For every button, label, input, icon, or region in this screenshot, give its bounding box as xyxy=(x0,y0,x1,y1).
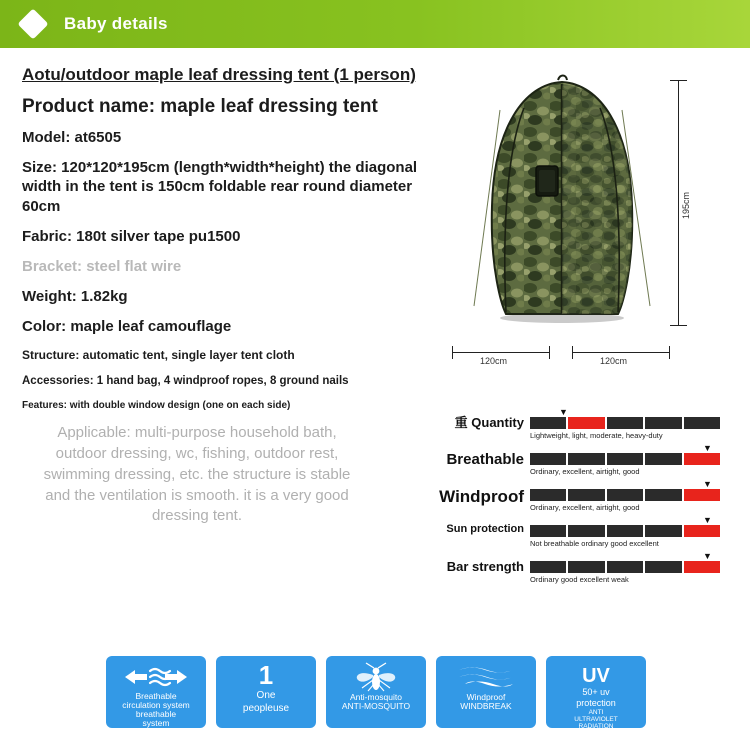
feature-breathable xyxy=(106,656,206,728)
spec-fabric: Fabric: 180t silver tape pu1500 xyxy=(22,227,241,245)
uv-protection-icon: UV xyxy=(582,665,610,687)
rating-label: Bar strength xyxy=(446,559,524,574)
rating-segment xyxy=(684,489,720,501)
rating-bar xyxy=(530,525,720,537)
rating-scale-caption: Ordinary, excellent, airtight, good xyxy=(530,503,640,512)
height-dimension-label: 195cm xyxy=(681,192,691,220)
width-guide-left-cap2 xyxy=(549,346,550,359)
rating-segment xyxy=(684,417,720,429)
rating-label: Windproof xyxy=(439,487,524,506)
feature-windproof-line2: WINDBREAK xyxy=(460,700,512,711)
rating-row xyxy=(420,443,720,482)
rating-segment xyxy=(607,453,643,465)
feature-breathable-line4: system xyxy=(142,718,170,729)
rating-label: Sun protection xyxy=(446,523,524,535)
rating-segment xyxy=(684,525,720,537)
rating-segment xyxy=(607,489,643,501)
rating-row xyxy=(420,515,720,554)
rating-bar xyxy=(530,561,720,573)
spec-product-name: Product name: maple leaf dressing tent xyxy=(22,95,378,117)
feature-anti-mosquito-line2: ANTI-MOSQUITO xyxy=(341,700,411,711)
spec-structure: Structure: automatic tent, single layer tent cloth xyxy=(22,347,295,362)
air-circulation-icon xyxy=(119,662,193,691)
feature-one-person xyxy=(216,656,316,728)
spec-accessories: Accessories: 1 hand bag, 4 windproof ropes, 8 ground nails xyxy=(22,374,349,387)
rating-segment xyxy=(568,417,604,429)
feature-anti-mosquito-line1: Anti-mosquito xyxy=(350,692,402,702)
wind-waves-icon xyxy=(455,662,517,692)
rating-segment xyxy=(568,489,604,501)
spec-applicable: Applicable: multi-purpose household bath, outdoor dressing, wc, fishing, outdoor rest, swimming dressing, etc. the structure is stable and the ventilation is smooth. it is a very good dressing tent. xyxy=(43,424,351,525)
rating-segment xyxy=(607,561,643,573)
feature-uv-line4: ULTRAVIOLET xyxy=(574,715,618,723)
spec-color: Color: maple leaf camouflage xyxy=(22,318,232,336)
rating-segment xyxy=(645,561,681,573)
feature-anti-mosquito xyxy=(326,656,426,728)
feature-uv-line5: RADIATION xyxy=(578,722,614,730)
feature-windproof xyxy=(436,656,536,728)
rating-label: Breathable xyxy=(446,451,524,468)
spec-bracket: Bracket: steel flat wire xyxy=(22,258,182,275)
rating-row xyxy=(420,551,720,590)
rating-bar xyxy=(530,453,720,465)
spec-size: Size: 120*120*195cm (length*width*height) the diagonal width in the tent is 150cm foldable rear round diameter 60cm xyxy=(22,159,418,215)
spec-list xyxy=(22,64,442,538)
width-guide-right-line xyxy=(572,352,670,353)
rating-bar xyxy=(530,417,720,429)
rating-list xyxy=(420,407,720,596)
number-one-icon: 1 xyxy=(258,660,274,690)
rating-segment xyxy=(530,489,566,501)
rating-scale-caption: Ordinary, excellent, airtight, good xyxy=(530,467,640,476)
rating-row xyxy=(420,479,720,518)
spec-title: Aotu/outdoor maple leaf dressing tent (1 person) xyxy=(22,65,416,84)
feature-uv-line2: protection xyxy=(576,698,616,709)
tent-photo xyxy=(472,74,652,342)
rating-scale-caption: Not breathable ordinary good excellent xyxy=(530,539,659,548)
rating-segment xyxy=(645,417,681,429)
rating-marker-icon: ▼ xyxy=(703,551,712,561)
rating-scale-caption: Ordinary good excellent weak xyxy=(530,575,629,584)
rating-marker-icon: ▼ xyxy=(703,443,712,453)
rating-segment xyxy=(684,561,720,573)
rating-label: 重 Quantity xyxy=(454,415,524,430)
rating-marker-icon: ▼ xyxy=(559,407,568,417)
width-guide-left-line xyxy=(452,352,550,353)
feature-one-person-line1: One xyxy=(256,690,276,701)
width-dimension-label-left: 120cm xyxy=(480,356,508,366)
rating-segment xyxy=(530,525,566,537)
feature-breathable-line1: Breathable xyxy=(135,691,177,702)
rating-segment xyxy=(530,561,566,573)
spec-model: Model: at6505 xyxy=(22,129,122,147)
rating-marker-icon: ▼ xyxy=(703,479,712,489)
feature-one-person-line2: peopleuse xyxy=(242,703,290,714)
product-photo-area xyxy=(432,62,732,412)
rating-segment xyxy=(645,525,681,537)
spec-features: Features: with double window design (one on each side) xyxy=(22,399,291,411)
rating-segment xyxy=(645,453,681,465)
width-guide-left-cap1 xyxy=(452,346,453,359)
rating-row xyxy=(420,407,720,446)
mosquito-icon xyxy=(348,662,404,692)
feature-uv-line3: ANTI xyxy=(588,708,604,716)
rating-segment xyxy=(530,453,566,465)
rating-segment xyxy=(568,525,604,537)
rating-segment xyxy=(645,489,681,501)
height-guide-line xyxy=(678,80,679,326)
detail-card xyxy=(0,48,750,740)
rating-segment xyxy=(684,453,720,465)
spec-weight: Weight: 1.82kg xyxy=(22,288,128,306)
width-guide-right-cap1 xyxy=(572,346,573,359)
feature-uv-line1: 50+ uv xyxy=(582,687,610,697)
rating-scale-caption: Lightweight, light, moderate, heavy-duty xyxy=(530,431,663,440)
rating-segment xyxy=(568,453,604,465)
feature-breathable-line2: circulation system xyxy=(122,700,190,711)
rating-bar xyxy=(530,489,720,501)
diamond-icon xyxy=(17,8,48,39)
height-guide-bottom-cap xyxy=(670,325,687,326)
width-dimension-label-right: 120cm xyxy=(600,356,628,366)
rating-segment xyxy=(607,525,643,537)
page-header xyxy=(0,0,750,48)
feature-breathable-line3: breathable xyxy=(135,709,177,720)
rating-segment xyxy=(530,417,566,429)
page-title: Baby details xyxy=(64,14,168,33)
feature-windproof-line1: Windproof xyxy=(466,692,506,702)
feature-icon-strip xyxy=(106,656,646,730)
width-guide-right-cap2 xyxy=(669,346,670,359)
rating-marker-icon: ▼ xyxy=(703,515,712,525)
height-guide-top-cap xyxy=(670,80,687,81)
feature-uv-protection xyxy=(546,656,646,728)
rating-segment xyxy=(607,417,643,429)
rating-segment xyxy=(568,561,604,573)
